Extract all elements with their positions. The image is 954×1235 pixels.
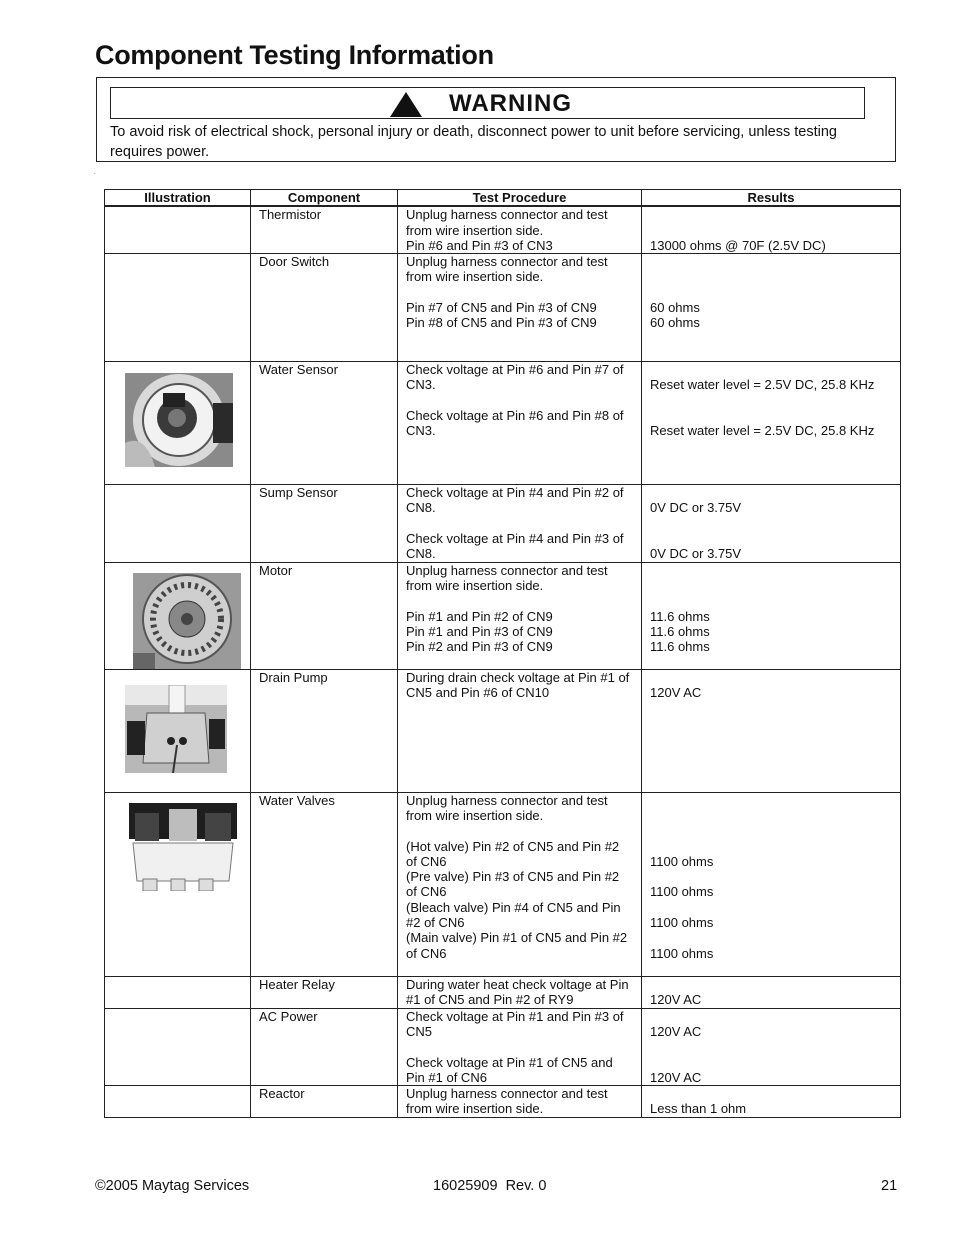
procedure-cell: Check voltage at Pin #6 and Pin #7 of CN3. Check voltage at Pin #6 and Pin #8 of CN3.	[398, 362, 642, 485]
drain-pump-photo	[125, 685, 227, 773]
table-row	[105, 254, 901, 362]
procedure-cell: During water heat check voltage at Pin #1 of CN5 and Pin #2 of RY9	[398, 976, 642, 1008]
procedure-cell: Unplug harness connector and test from wire insertion side. Pin #6 and Pin #3 of CN3	[398, 206, 642, 253]
procedure-cell: Unplug harness connector and test from wire insertion side.	[398, 1086, 642, 1118]
header-component: Component	[251, 190, 398, 207]
footer-copyright: ©2005 Maytag Services	[95, 1178, 250, 1194]
component-cell: Water Valves	[251, 792, 398, 976]
results-cell: 60 ohms 60 ohms	[642, 254, 901, 362]
results-cell: 120V AC	[642, 669, 901, 792]
header-test-procedure: Test Procedure	[398, 190, 642, 207]
component-cell: Motor	[251, 562, 398, 669]
warning-header	[110, 87, 865, 119]
illustration-cell	[105, 562, 251, 669]
illustration-cell	[105, 976, 251, 1008]
illustration-cell	[105, 1086, 251, 1118]
procedure-cell: Check voltage at Pin #4 and Pin #2 of CN8. Check voltage at Pin #4 and Pin #3 of CN8.	[398, 485, 642, 562]
component-cell: Drain Pump	[251, 669, 398, 792]
procedure-cell: Unplug harness connector and test from wire insertion side. Pin #1 and Pin #2 of CN9 Pin #1 and Pin #3 of CN9 Pin #2 and Pin #3 of CN9	[398, 562, 642, 669]
illustration-cell	[105, 792, 251, 976]
results-cell: 0V DC or 3.75V 0V DC or 3.75V	[642, 485, 901, 562]
results-cell: 11.6 ohms 11.6 ohms 11.6 ohms	[642, 562, 901, 669]
procedure-cell: Unplug harness connector and test from wire insertion side. Pin #7 of CN5 and Pin #3 of CN9 Pin #8 of CN5 and Pin #3 of CN9	[398, 254, 642, 362]
component-cell: Thermistor	[251, 206, 398, 253]
results-cell: 13000 ohms @ 70F (2.5V DC)	[642, 206, 901, 253]
component-cell: Reactor	[251, 1086, 398, 1118]
warning-box	[96, 77, 896, 162]
results-cell: 120V AC 120V AC	[642, 1008, 901, 1085]
illustration-cell	[105, 669, 251, 792]
water-sensor-photo	[125, 373, 233, 467]
table-row	[105, 1008, 901, 1085]
motor-photo	[133, 573, 241, 669]
component-cell: Sump Sensor	[251, 485, 398, 562]
warning-label: WARNING	[449, 90, 572, 117]
results-cell: 1100 ohms 1100 ohms 1100 ohms 1100 ohms	[642, 792, 901, 976]
table-row	[105, 976, 901, 1008]
procedure-cell: Check voltage at Pin #1 and Pin #3 of CN5 Check voltage at Pin #1 of CN5 and Pin #1 of CN6	[398, 1008, 642, 1085]
table-row	[105, 362, 901, 485]
table-row	[105, 669, 901, 792]
illustration-cell	[105, 206, 251, 253]
results-cell: Reset water level = 2.5V DC, 25.8 KHz Reset water level = 2.5V DC, 25.8 KHz	[642, 362, 901, 485]
illustration-cell	[105, 485, 251, 562]
results-cell: Less than 1 ohm	[642, 1086, 901, 1118]
table-row	[105, 485, 901, 562]
table-row	[105, 206, 901, 253]
component-table	[104, 189, 901, 1118]
component-cell: Heater Relay	[251, 976, 398, 1008]
table-row	[105, 562, 901, 669]
procedure-cell: During drain check voltage at Pin #1 of CN5 and Pin #6 of CN10	[398, 669, 642, 792]
water-valves-photo	[129, 803, 237, 891]
table-header-row	[105, 190, 901, 207]
component-cell: AC Power	[251, 1008, 398, 1085]
stray-mark: .	[94, 170, 96, 176]
illustration-cell	[105, 1008, 251, 1085]
procedure-cell: Unplug harness connector and test from wire insertion side. (Hot valve) Pin #2 of CN5 and Pin #2 of CN6 (Pre valve) Pin #3 of CN5 and Pin #2 of CN6 (Bleach valve) Pin #4 of CN5 and Pin #2 of CN6 (Main valve) Pin #1 of CN5 and Pin #2 of CN6	[398, 792, 642, 976]
warning-triangle-icon	[390, 92, 422, 117]
component-cell: Door Switch	[251, 254, 398, 362]
footer-doc-number: 16025909 Rev. 0	[433, 1178, 547, 1194]
results-cell: 120V AC	[642, 976, 901, 1008]
footer-page-number: 21	[881, 1178, 898, 1194]
warning-text: To avoid risk of electrical shock, personal injury or death, disconnect power to unit before servicing, unless testing requires power.	[110, 124, 837, 160]
component-cell: Water Sensor	[251, 362, 398, 485]
page-title: Component Testing Information	[95, 40, 494, 70]
illustration-cell	[105, 362, 251, 485]
illustration-cell	[105, 254, 251, 362]
header-illustration: Illustration	[105, 190, 251, 207]
header-results: Results	[642, 190, 901, 207]
table-row	[105, 1086, 901, 1118]
table-row	[105, 792, 901, 976]
